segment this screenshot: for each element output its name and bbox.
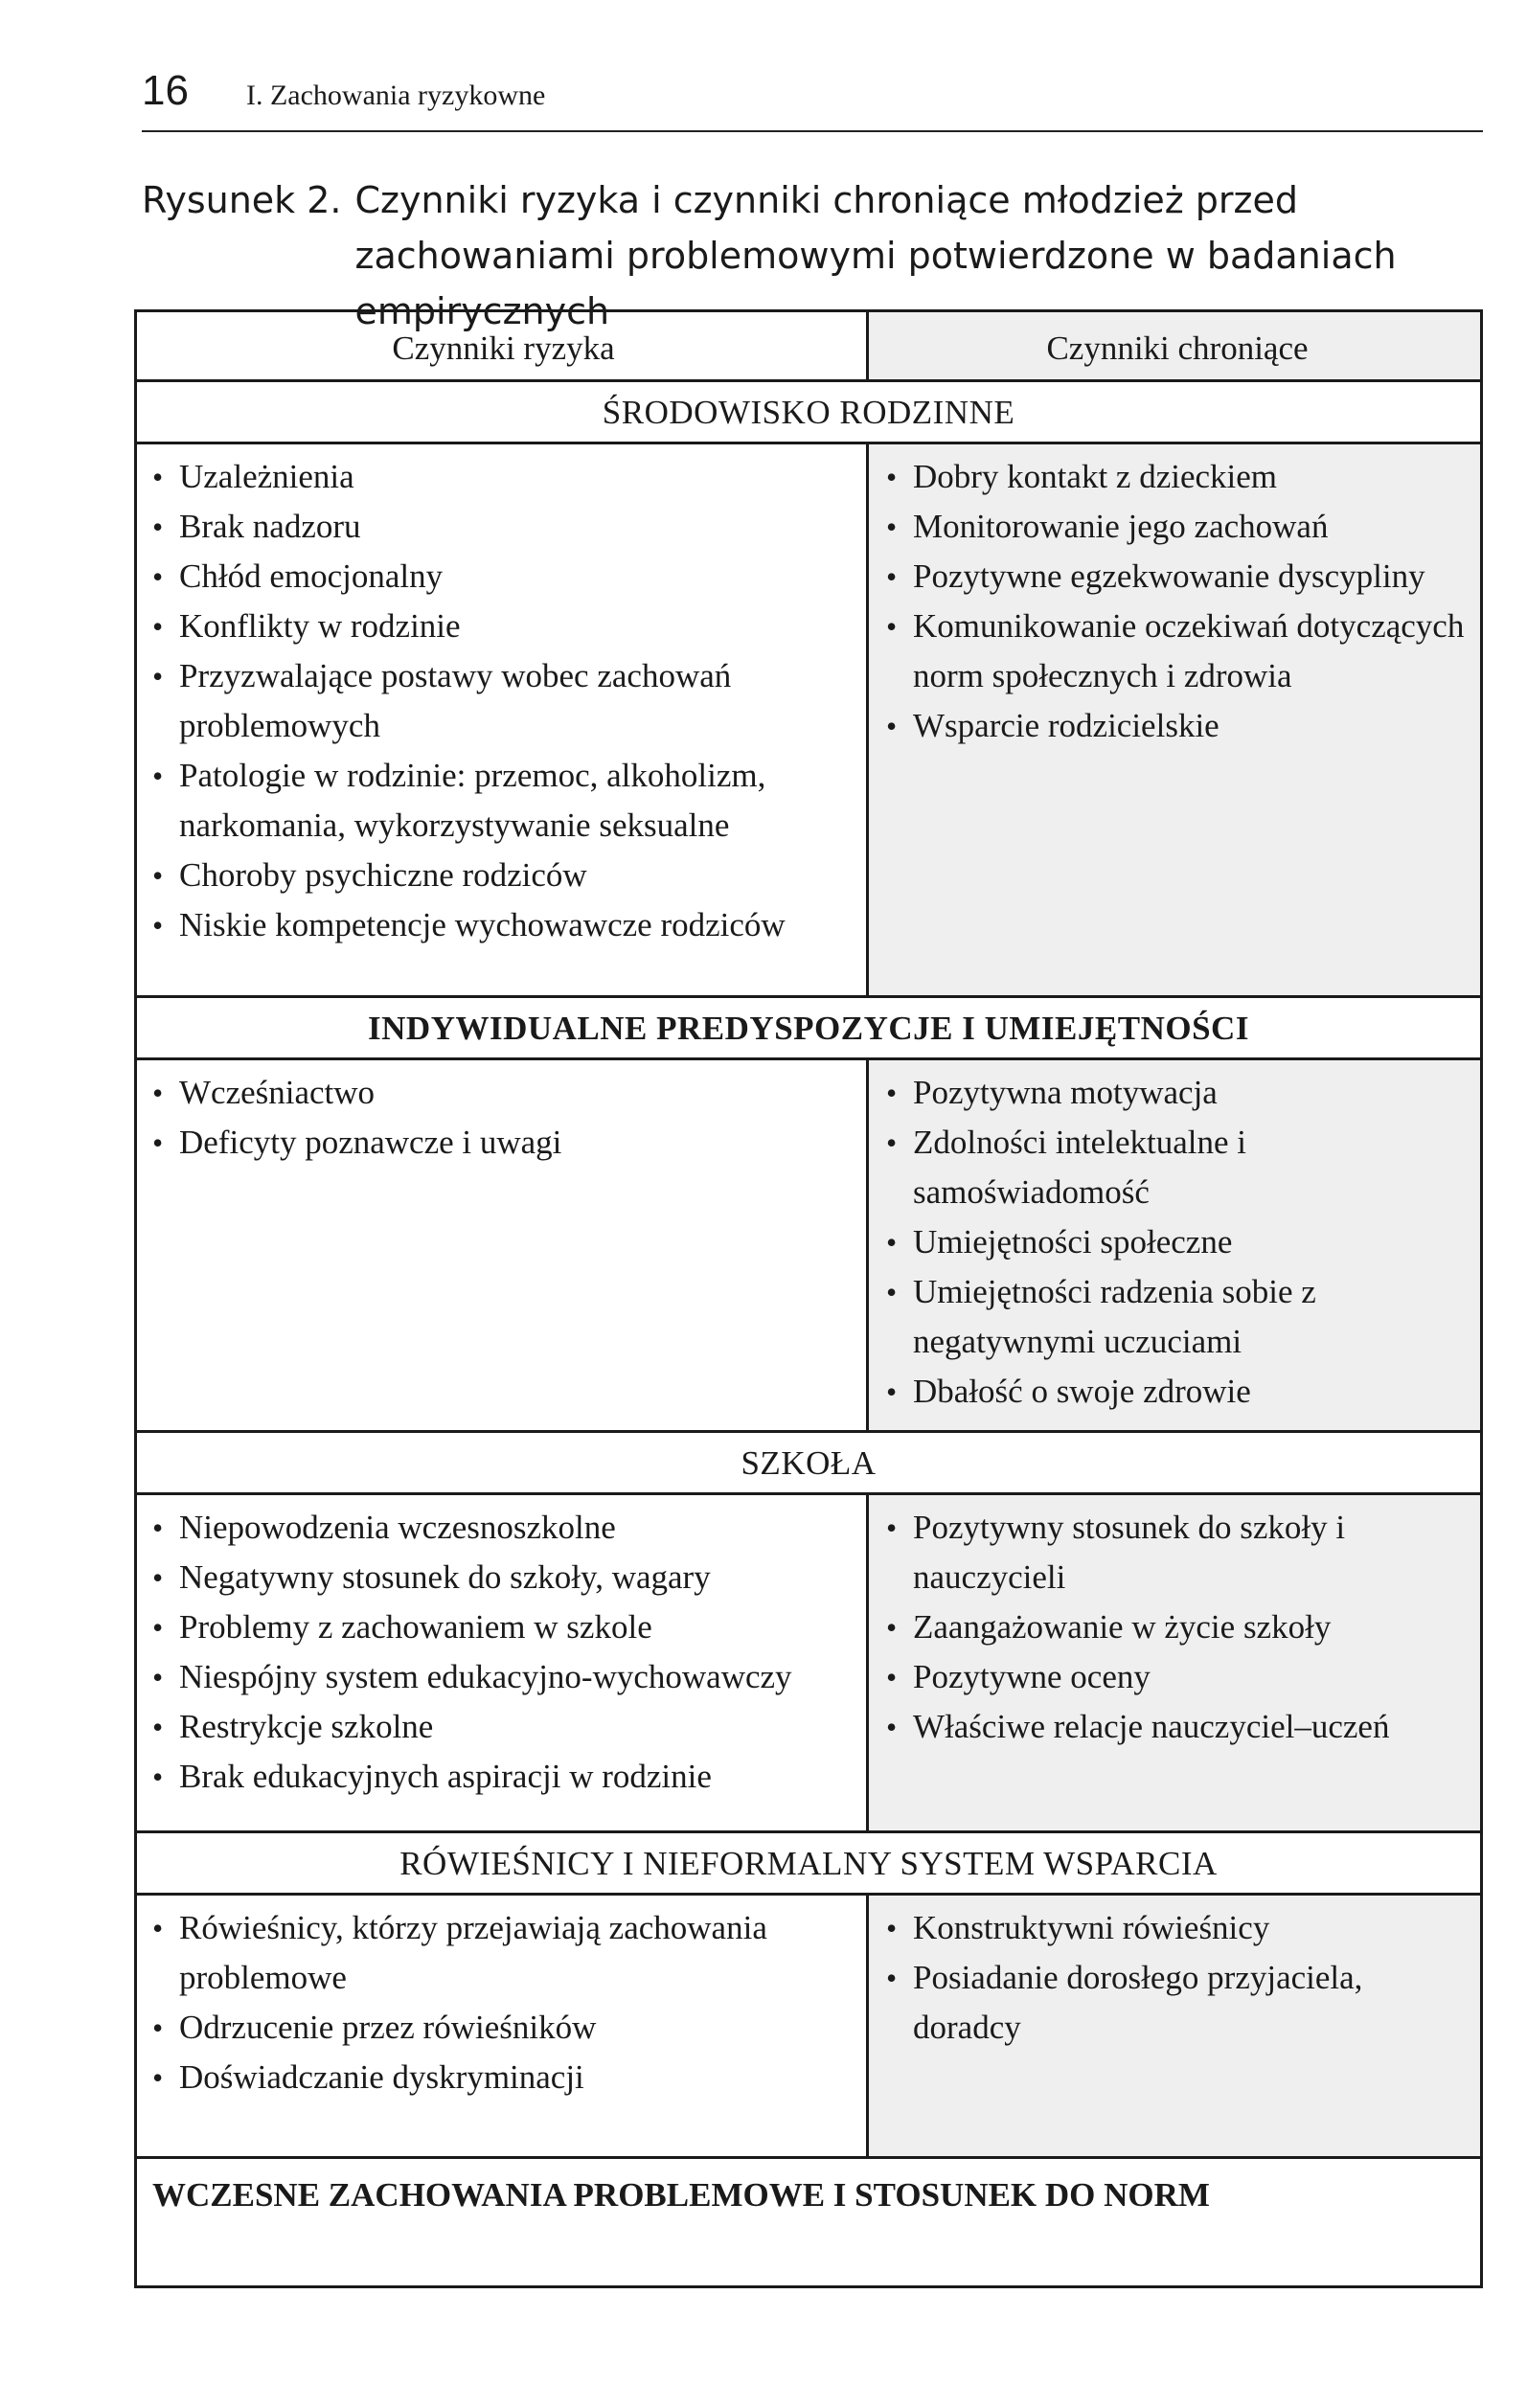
factor-item: • Rówieśnicy, którzy przejawiają zachowania problemowe xyxy=(152,1903,855,2003)
factor-list xyxy=(152,452,855,950)
final-section xyxy=(137,2159,1480,2285)
factor-item: • Negatywny stosunek do szkoły, wagary xyxy=(152,1553,855,1602)
factor-list xyxy=(886,1503,1469,1752)
final-section-title: WCZESNE ZACHOWANIA PROBLEMOWE I STOSUNEK DO NORM xyxy=(152,2176,1210,2214)
factor-item: • Wsparcie rodzicielskie xyxy=(886,701,1469,751)
section-body-family xyxy=(137,444,1480,998)
factor-item: • Dbałość o swoje zdrowie xyxy=(886,1367,1469,1417)
factor-item: • Niespójny system edukacyjno-wychowawczy xyxy=(152,1652,855,1702)
factor-list xyxy=(152,1068,855,1168)
section-title: ŚRODOWISKO RODZINNE xyxy=(137,382,1480,442)
factor-item: • Problemy z zachowaniem w szkole xyxy=(152,1602,855,1652)
factor-list xyxy=(152,1503,855,1802)
section-header xyxy=(137,382,1480,444)
protective-factors xyxy=(869,1495,1480,1830)
factor-item: • Chłód emocjonalny xyxy=(152,552,855,602)
factor-item: • Wcześniactwo xyxy=(152,1068,855,1118)
section-body-individual xyxy=(137,1060,1480,1433)
factor-item: • Pozytywne egzekwowanie dyscypliny xyxy=(886,552,1469,602)
factor-item: • Patologie w rodzinie: przemoc, alkoholizm, narkomania, wykorzystywanie seksualne xyxy=(152,751,855,851)
protective-factors xyxy=(869,444,1480,995)
factor-item: • Zaangażowanie w życie szkoły xyxy=(886,1602,1469,1652)
factor-item: • Niepowodzenia wczesnoszkolne xyxy=(152,1503,855,1553)
factor-item: • Dobry kontakt z dzieckiem xyxy=(886,452,1469,502)
factor-item: • Komunikowanie oczekiwań dotyczących norm społecznych i zdrowia xyxy=(886,602,1469,701)
factor-item: • Uzależnienia xyxy=(152,452,855,502)
factor-item: • Niskie kompetencje wychowawcze rodziców xyxy=(152,900,855,950)
factor-list xyxy=(886,452,1469,751)
page-number: 16 xyxy=(142,67,189,114)
factor-item: • Brak edukacyjnych aspiracji w rodzinie xyxy=(152,1752,855,1802)
factor-item: • Deficyty poznawcze i uwagi xyxy=(152,1118,855,1168)
factor-item: • Posiadanie dorosłego przyjaciela, doradcy xyxy=(886,1953,1469,2053)
factor-item: • Konflikty w rodzinie xyxy=(152,602,855,651)
section-title: SZKOŁA xyxy=(137,1433,1480,1492)
factor-item: • Pozytywne oceny xyxy=(886,1652,1469,1702)
factor-item: • Właściwe relacje nauczyciel–uczeń xyxy=(886,1702,1469,1752)
factor-item: • Umiejętności społeczne xyxy=(886,1217,1469,1267)
factor-item: • Restrykcje szkolne xyxy=(152,1702,855,1752)
risk-factors xyxy=(137,444,869,995)
factor-list xyxy=(886,1903,1469,2053)
protective-factors xyxy=(869,1896,1480,2156)
risk-factors xyxy=(137,1896,869,2156)
factor-item: • Odrzucenie przez rówieśników xyxy=(152,2003,855,2053)
risk-factors xyxy=(137,1495,869,1830)
section-body-school xyxy=(137,1495,1480,1833)
factor-item: • Umiejętności radzenia sobie z negatywnymi uczuciami xyxy=(886,1267,1469,1367)
factor-item: • Przyzwalające postawy wobec zachowań problemowych xyxy=(152,651,855,751)
section-header xyxy=(137,1433,1480,1495)
column-headers xyxy=(137,312,1480,382)
protective-column-header: Czynniki chroniące xyxy=(869,312,1480,379)
risk-factors xyxy=(137,1060,869,1430)
section-header xyxy=(137,998,1480,1060)
section-title: INDYWIDUALNE PREDYSPOZYCJE I UMIEJĘTNOŚCI xyxy=(137,998,1480,1057)
caption-text: Czynniki ryzyka i czynniki chroniące młodzież przed zachowaniami problemowymi potwierdzone w badaniach empirycznych xyxy=(354,179,1397,332)
caption-label: Rysunek 2. xyxy=(142,179,342,221)
factor-item: • Zdolności intelektualne i samoświadomość xyxy=(886,1118,1469,1217)
risk-column-header: Czynniki ryzyka xyxy=(137,312,869,379)
section-header xyxy=(137,1833,1480,1896)
factor-item: • Konstruktywni rówieśnicy xyxy=(886,1903,1469,1953)
factor-item: • Pozytywna motywacja xyxy=(886,1068,1469,1118)
factor-list xyxy=(886,1068,1469,1417)
factor-item: • Brak nadzoru xyxy=(152,502,855,552)
section-title: RÓWIEŚNICY I NIEFORMALNY SYSTEM WSPARCIA xyxy=(137,1833,1480,1893)
running-title: I. Zachowania ryzykowne xyxy=(245,80,546,111)
page-header xyxy=(142,67,1483,132)
factor-list xyxy=(152,1903,855,2102)
factor-item: • Doświadczanie dyskryminacji xyxy=(152,2053,855,2102)
factor-item: • Choroby psychiczne rodziców xyxy=(152,851,855,900)
protective-factors xyxy=(869,1060,1480,1430)
factor-item: • Monitorowanie jego zachowań xyxy=(886,502,1469,552)
section-body-peers xyxy=(137,1896,1480,2159)
factor-item: • Pozytywny stosunek do szkoły i nauczycieli xyxy=(886,1503,1469,1602)
factors-table xyxy=(134,309,1483,2288)
